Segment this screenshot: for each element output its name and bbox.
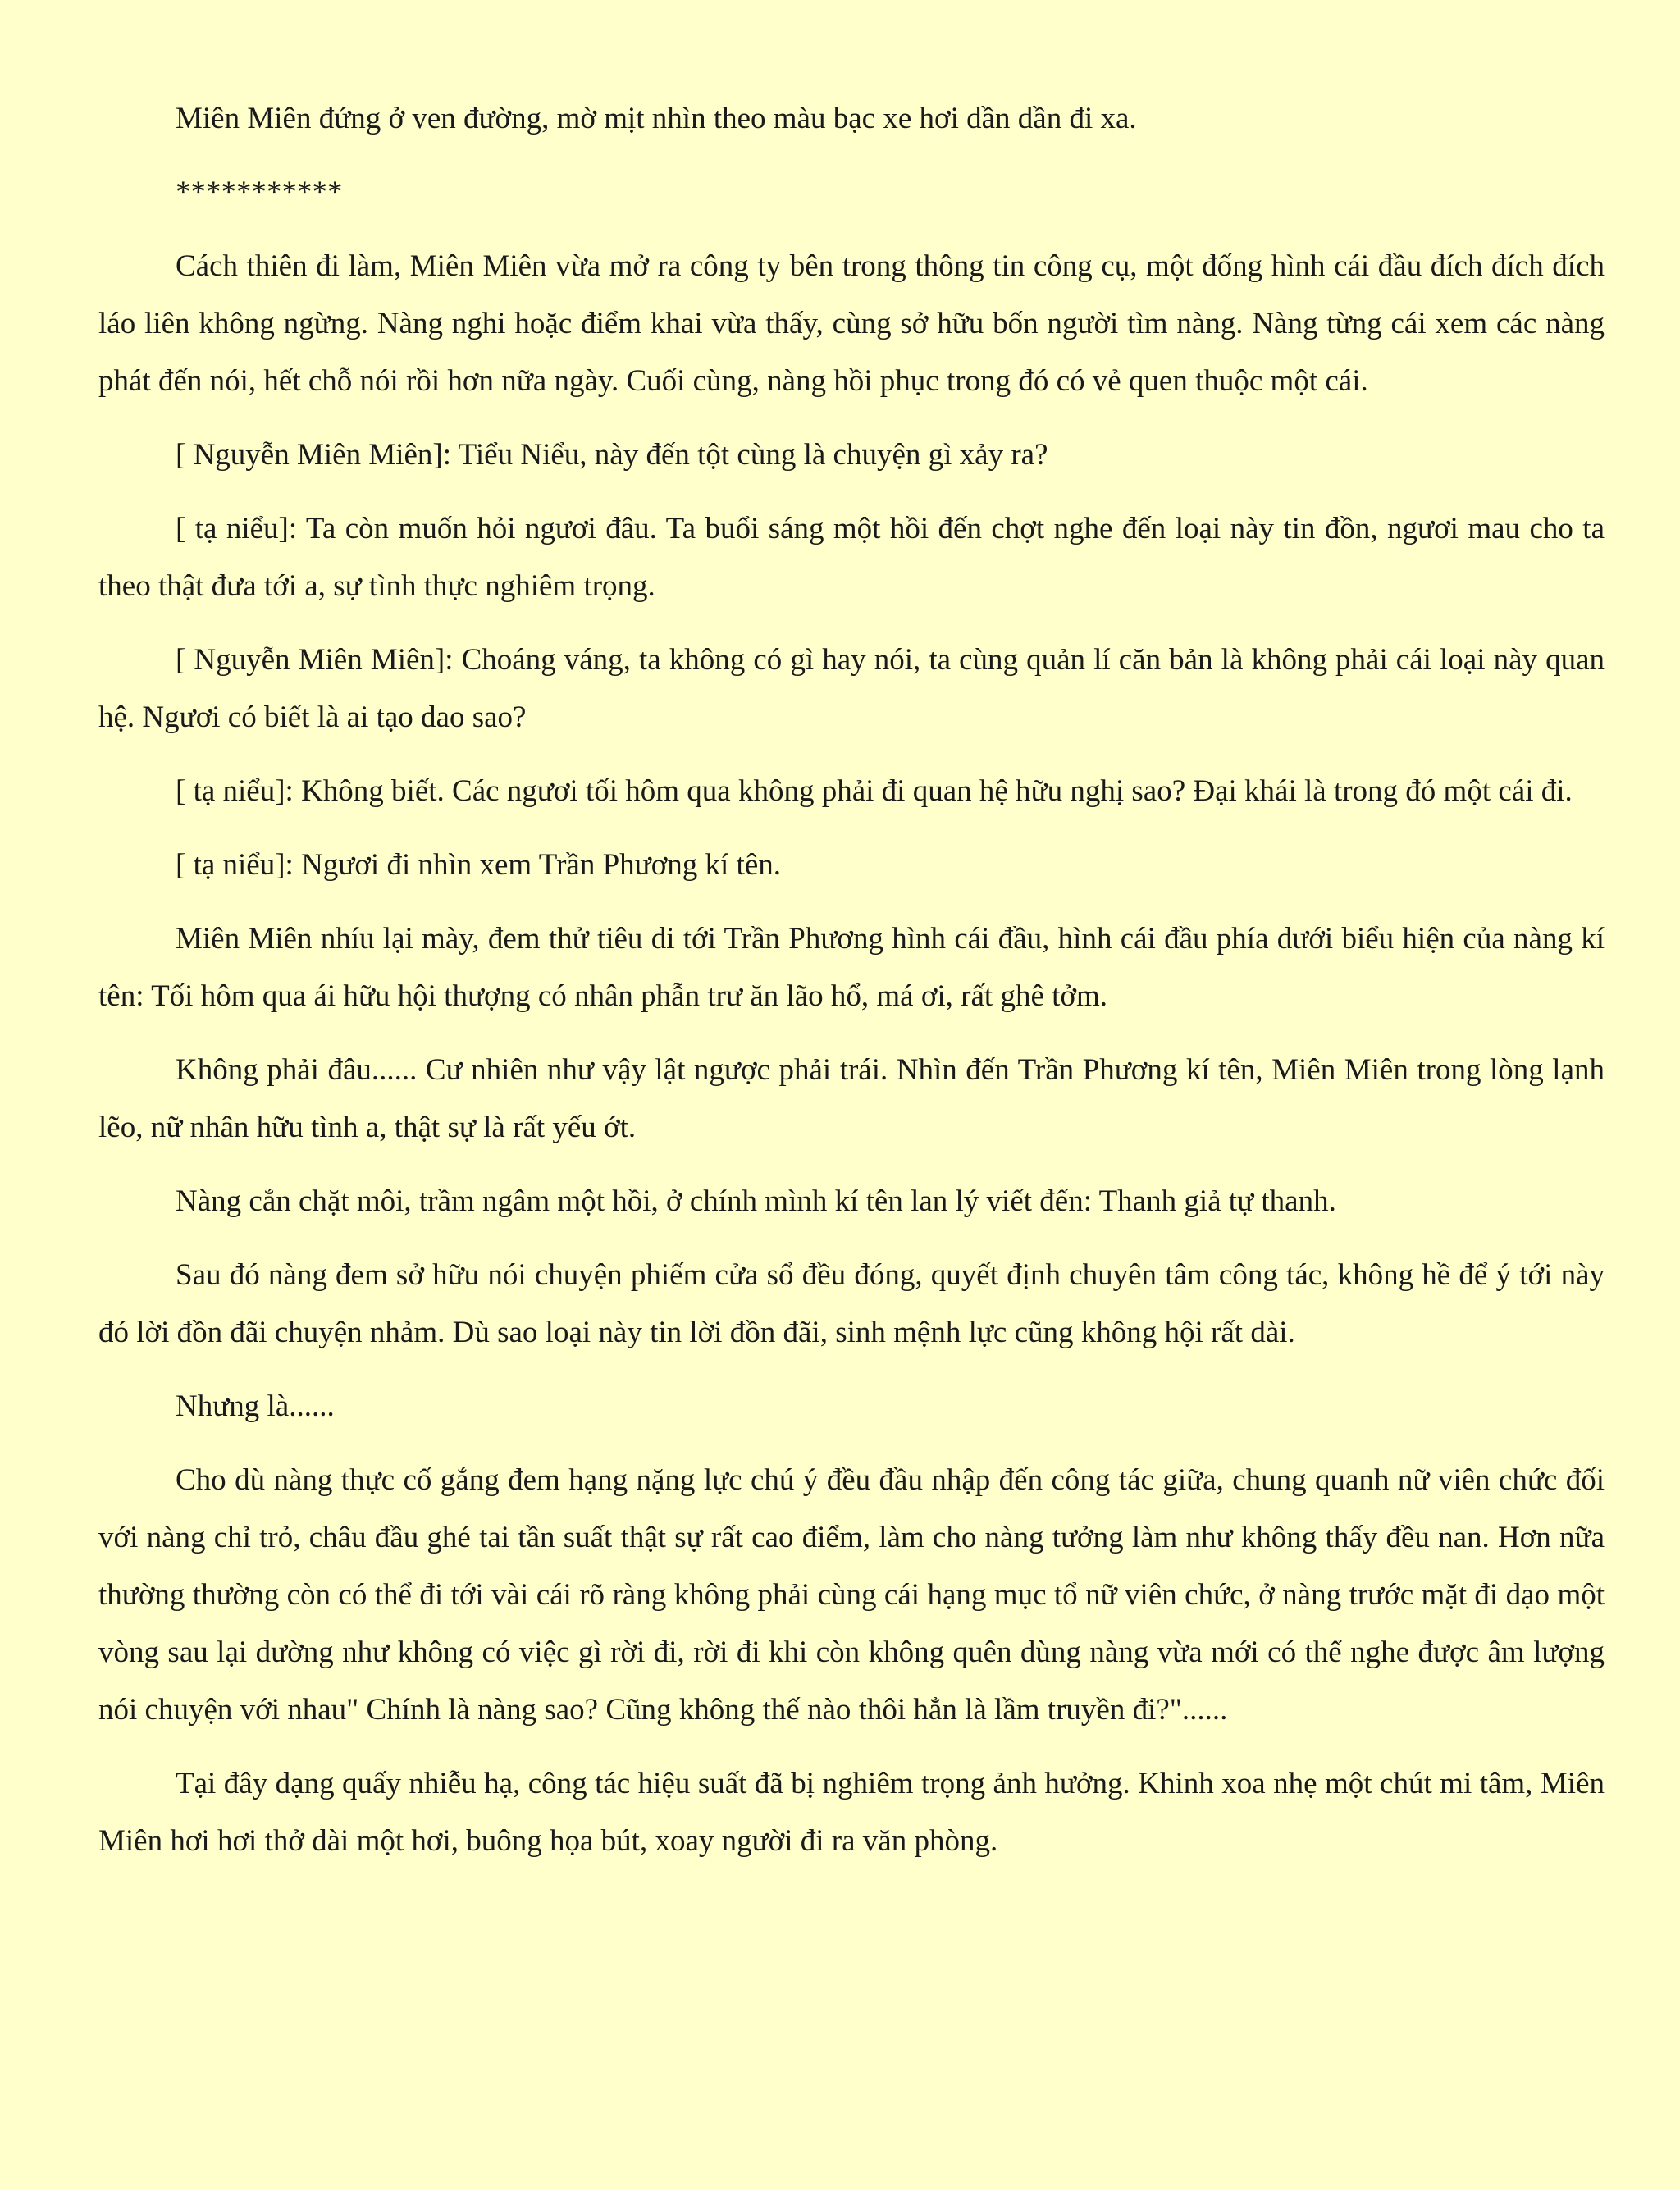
paragraph-15: Tại đây dạng quấy nhiễu hạ, công tác hiệu suất đã bị nghiêm trọng ảnh hưởng. Khinh xoa nhẹ một chút mi tâm, Miên Miên hơi hơi thở dài một hơi, buông họa bút, xoay người đi ra văn phòng.	[98, 1767, 1605, 1858]
chat-message-4: [ tạ niểu]: Không biết. Các ngươi tối hôm qua không phải đi quan hệ hữu nghị sao? Đại khái là trong đó một cái đi.	[176, 774, 1573, 808]
paragraph-10: Không phải đâu...... Cư nhiên như vậy lật ngược phải trái. Nhìn đến Trần Phương kí tên, Miên Miên trong lòng lạnh lẽo, nữ nhân hữu tình a, thật sự là rất yếu ớt.	[98, 1053, 1605, 1144]
paragraph-14: Cho dù nàng thực cố gắng đem hạng nặng lực chú ý đều đầu nhập đến công tác giữa, chung quanh nữ viên chức đối với nàng chỉ trỏ, châu đầu ghé tai tần suất thật sự rất cao điểm, làm cho nàng tưởng làm như không thấy đều nan. Hơn nữa thường thường còn có thể đi tới vài cái rõ ràng không phải cùng cái hạng mục tổ nữ viên chức, ở nàng trước mặt đi dạo một vòng sau lại dường như không có việc gì rời đi, rời đi khi còn không quên dùng nàng vừa mới có thể nghe được âm lượng nói chuyện với nhau" Chính là nàng sao? Cũng không thế nào thôi hẳn là lầm truyền đi?"......	[98, 1463, 1605, 1727]
paragraph-9: Miên Miên nhíu lại mày, đem thử tiêu di tới Trần Phương hình cái đầu, hình cái đầu phía dưới biểu hiện của nàng kí tên: Tối hôm qua ái hữu hội thượng có nhân phẫn trư ăn lão hổ, má ơi, rất ghê tởm.	[98, 922, 1605, 1013]
paragraph-1: Miên Miên đứng ở ven đường, mờ mịt nhìn theo màu bạc xe hơi dần dần đi xa.	[176, 102, 1137, 135]
chat-message-1: [ Nguyễn Miên Miên]: Tiểu Niểu, này đến tột cùng là chuyện gì xảy ra?	[176, 438, 1048, 472]
chat-message-2: [ tạ niểu]: Ta còn muốn hỏi ngươi đâu. Ta buổi sáng một hồi đến chợt nghe đến loại này tin đồn, ngươi mau cho ta theo thật đưa tới a, sự tình thực nghiêm trọng.	[98, 512, 1605, 603]
chat-message-3: [ Nguyễn Miên Miên]: Choáng váng, ta không có gì hay nói, ta cùng quản lí căn bản là không phải cái loại này quan hệ. Ngươi có biết là ai tạo dao sao?	[98, 643, 1605, 734]
paragraph-11: Nàng cắn chặt môi, trầm ngâm một hồi, ở chính mình kí tên lan lý viết đến: Thanh giả tự thanh.	[176, 1184, 1336, 1218]
paragraph-3: Cách thiên đi làm, Miên Miên vừa mở ra công ty bên trong thông tin công cụ, một đống hình cái đầu đích đích đích láo liên không ngừng. Nàng nghi hoặc điểm khai vừa thấy, cùng sở hữu bốn người tìm nàng. Nàng từng cái xem các nàng phát đến nói, hết chỗ nói rồi hơn nữa ngày. Cuối cùng, nàng hồi phục trong đó có vẻ quen thuộc một cái.	[98, 249, 1605, 398]
section-separator: ***********	[176, 176, 343, 209]
paragraph-13: Nhưng là......	[176, 1389, 335, 1423]
paragraph-12: Sau đó nàng đem sở hữu nói chuyện phiếm cửa sổ đều đóng, quyết định chuyên tâm công tác, không hề để ý tới này đó lời đồn đãi chuyện nhảm. Dù sao loại này tin lời đồn đãi, sinh mệnh lực cũng không hội rất dài.	[98, 1258, 1605, 1349]
chat-message-5: [ tạ niểu]: Ngươi đi nhìn xem Trần Phương kí tên.	[176, 848, 782, 882]
